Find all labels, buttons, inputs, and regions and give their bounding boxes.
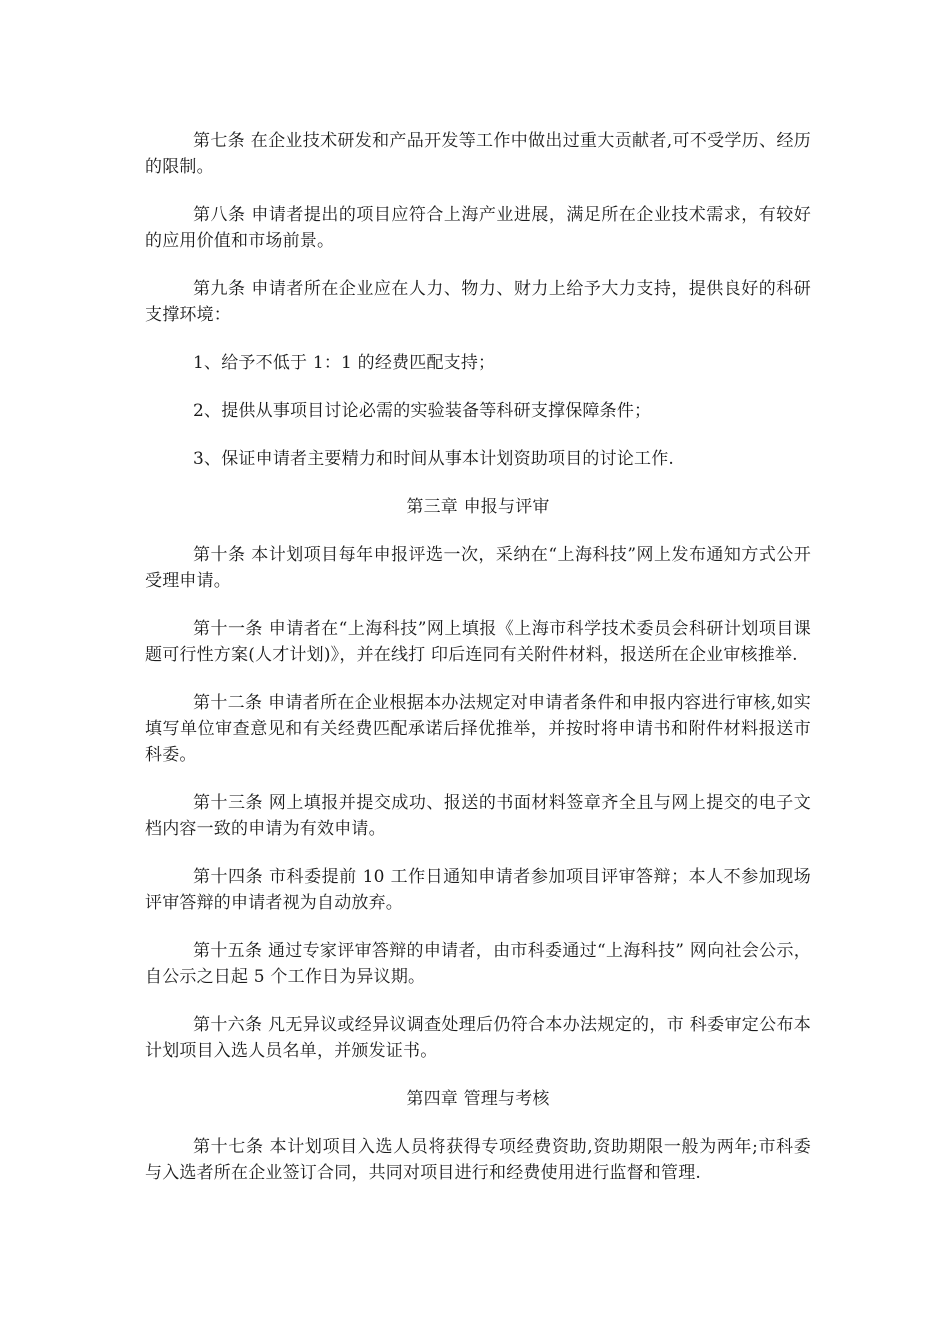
article-17: 第十七条 本计划项目入选人员将获得专项经费资助,资助期限一般为两年;市科委与入选者所在企业签订合同，共同对项目进行和经费使用进行监督和管理. bbox=[145, 1137, 811, 1183]
article-8: 第八条 申请者提出的项目应符合上海产业进展，满足所在企业技术需求，有较好的应用价值和市场前景。 bbox=[145, 205, 811, 251]
article-10: 第十条 本计划项目每年申报评选一次，采纳在“上海科技”网上发布通知方式公开受理申请。 bbox=[145, 545, 811, 591]
chapter-4-heading: 第四章 管理与考核 bbox=[406, 1089, 550, 1109]
list-item-3: 3、保证申请者主要精力和时间从事本计划资助项目的讨论工作. bbox=[193, 449, 675, 469]
list-item-1: 1、给予不低于 1：1 的经费匹配支持； bbox=[193, 353, 496, 373]
article-12: 第十二条 申请者所在企业根据本办法规定对申请者条件和申报内容进行审核,如实填写单位审查意见和有关经费匹配承诺后择优推举，并按时将申请书和附件材料报送市科委。 bbox=[145, 693, 811, 765]
article-9: 第九条 申请者所在企业应在人力、物力、财力上给予大力支持，提供良好的科研支撑环境： bbox=[145, 279, 811, 325]
document-page bbox=[145, 128, 811, 1208]
article-13: 第十三条 网上填报并提交成功、报送的书面材料签章齐全且与网上提交的电子文档内容一致的申请为有效申请。 bbox=[145, 793, 811, 839]
list-item-2: 2、提供从事项目讨论必需的实验装备等科研支撑保障条件； bbox=[193, 401, 652, 421]
chapter-3-heading: 第三章 申报与评审 bbox=[406, 497, 550, 517]
article-14: 第十四条 市科委提前 10 工作日通知申请者参加项目评审答辩；本人不参加现场评审答辩的申请者视为自动放弃。 bbox=[145, 867, 811, 913]
article-11: 第十一条 申请者在“上海科技”网上填报《上海市科学技术委员会科研计划项目课题可行性方案(人才计划)》，并在线打 印后连同有关附件材料，报送所在企业审核推举. bbox=[145, 619, 811, 665]
article-7: 第七条 在企业技术研发和产品开发等工作中做出过重大贡献者,可不受学历、经历的限制。 bbox=[145, 131, 811, 177]
article-15: 第十五条 通过专家评审答辩的申请者，由市科委通过“上海科技” 网向社会公示，自公示之日起 5 个工作日为异议期。 bbox=[145, 941, 811, 987]
article-16: 第十六条 凡无异议或经异议调查处理后仍符合本办法规定的，市 科委审定公布本计划项目入选人员名单，并颁发证书。 bbox=[145, 1015, 811, 1061]
